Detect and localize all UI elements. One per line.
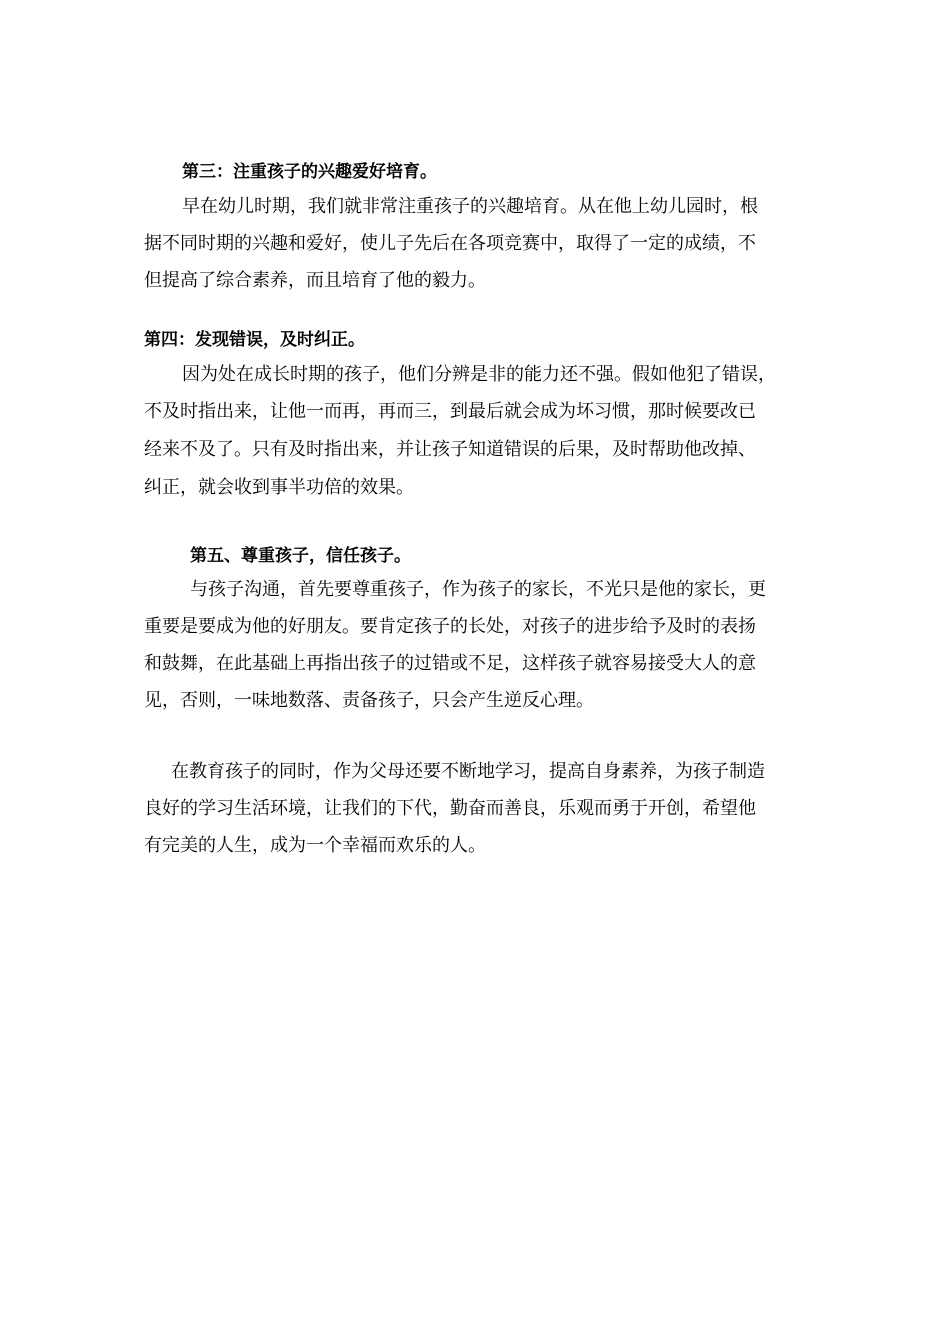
paragraph-line: 但提高了综合素养，而且培育了他的毅力。 [144,270,486,291]
section-4-heading: 第四：发现错误，及时纠正。 [144,330,365,350]
paragraph-line: 早在幼儿时期，我们就非常注重孩子的兴趣培育。从在他上幼儿园时，根 [182,196,758,217]
paragraph-line: 据不同时期的兴趣和爱好，使儿子先后在各项竞赛中，取得了一定的成绩，不 [144,233,756,254]
paragraph-line: 有完美的人生，成为一个幸福而欢乐的人。 [144,835,486,856]
paragraph-line: 良好的学习生活环境，让我们的下代，勤奋而善良，乐观而勇于开创，希望他 [144,798,756,819]
paragraph-line: 与孩子沟通，首先要尊重孩子，作为孩子的家长，不光只是他的家长，更 [190,579,766,600]
paragraph-line: 经来不及了。只有及时指出来，并让孩子知道错误的后果，及时帮助他改掉、 [144,439,756,460]
paragraph-line: 因为处在成长时期的孩子，他们分辨是非的能力还不强。假如他犯了错误， [182,364,776,385]
paragraph-line: 不及时指出来，让他一而再，再而三，到最后就会成为坏习惯，那时候要改已 [144,401,756,422]
paragraph-line: 纠正，就会收到事半功倍的效果。 [144,477,414,498]
section-3-heading: 第三：注重孩子的兴趣爱好培育。 [182,162,437,182]
section-5-heading: 第五、尊重孩子，信任孩子。 [190,546,411,566]
paragraph-line: 在教育孩子的同时，作为父母还要不断地学习，提高自身素养，为孩子制造 [171,761,765,782]
paragraph-line: 重要是要成为他的好朋友。要肯定孩子的长处，对孩子的进步给予及时的表扬 [144,616,756,637]
paragraph-line: 和鼓舞，在此基础上再指出孩子的过错或不足，这样孩子就容易接受大人的意 [144,653,756,674]
paragraph-line: 见，否则，一味地数落、责备孩子，只会产生逆反心理。 [144,690,594,711]
